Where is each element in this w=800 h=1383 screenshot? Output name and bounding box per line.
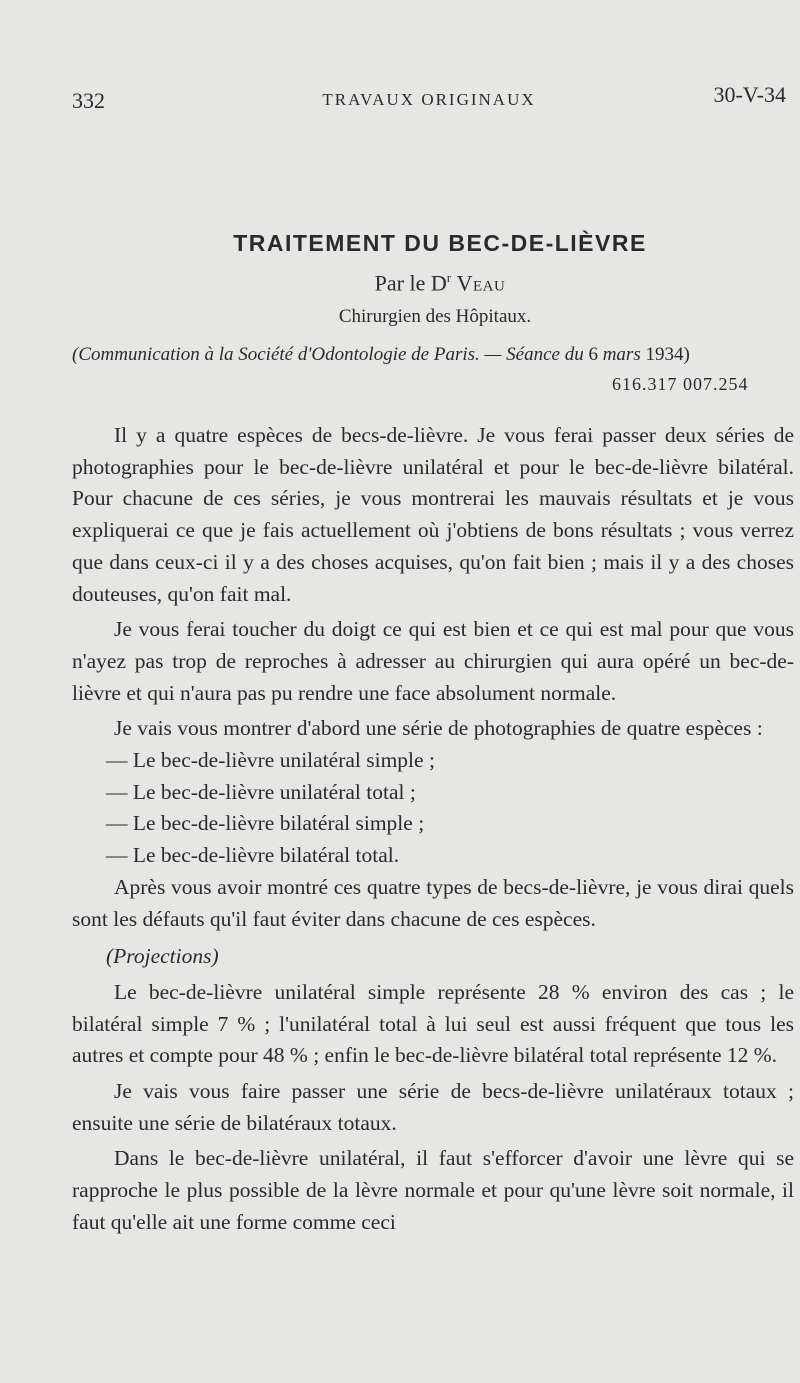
list-item: — Le bec-de-lièvre bilatéral total.	[72, 840, 794, 872]
list-item: — Le bec-de-lièvre unilatéral total ;	[72, 777, 794, 809]
author-name: Veau	[456, 270, 506, 296]
page-header	[72, 82, 786, 120]
running-head: TRAVAUX ORIGINAUX	[322, 90, 536, 109]
communication-note	[72, 344, 800, 366]
paragraph-statistics: Le bec-de-lièvre unilatéral simple représente 28 % environ des cas ; le bilatéral simple 7 % ; l'unilatéral total à lui seul est aussi fréquent que tous les autres et compte pour 48 % ; enfin le bec-de-lièvre bilatéral total représente 12 %.	[72, 979, 794, 1068]
communication-text: (Communication à la Société d'Odontologie de Paris. — Séance du	[72, 344, 584, 365]
list-item: — Le bec-de-lièvre unilatéral simple ;	[72, 745, 794, 777]
paragraph-series: Je vais vous faire passer une série de becs-de-lièvre unilatéraux totaux ; ensuite une série de bilatéraux totaux.	[72, 1079, 794, 1135]
page-number: 332	[72, 88, 105, 113]
paragraph-photographies: Je vais vous montrer d'abord une série de photographies de quatre espèces :	[114, 716, 763, 741]
list-item: — Le bec-de-lièvre bilatéral simple ;	[72, 808, 794, 840]
author-affiliation: Chirurgien des Hôpitaux.	[338, 306, 532, 327]
projections-note: (Projections)	[106, 944, 219, 969]
issue-date: 30-V-34	[713, 82, 786, 107]
paragraph-reproches: Je vous ferai toucher du doigt ce qui est bien et ce qui est mal pour que vous n'ayez pas trop de reproches à adresser au chirurgien qui aura opéré un bec-de-lièvre et qui n'aura pas pu rendre une face absolument normale.	[72, 617, 794, 705]
byline-prefix: Par le D	[374, 270, 447, 296]
communication-day: 6	[588, 344, 598, 365]
communication-year: 1934)	[645, 344, 690, 365]
article-title: TRAITEMENT DU BEC-DE-LIÈVRE	[233, 230, 647, 256]
article-body	[72, 420, 794, 1239]
byline-sup: r	[446, 270, 452, 285]
author-line	[0, 270, 800, 296]
paragraph-intro: Il y a quatre espèces de becs-de-lièvre. Je vous ferai passer deux séries de photographies pour le bec-de-lièvre unilatéral et pour le bec-de-lièvre bilatéral. Pour chacune de ces séries, je vous montrerai les mauvais résultats et je vous expliquerai ce que je fais actuellement où j'obtiens de bons résultats ; vous verrez que dans ceux-ci il y a des choses acquises, qu'on fait bien ; mais il y a des choses douteuses, qu'on fait mal.	[72, 423, 794, 606]
classification-number: 616.317 007.254	[612, 374, 749, 394]
paragraph-defauts: Après vous avoir montré ces quatre types de becs-de-lièvre, je vous dirai quels sont les défauts qu'il faut éviter dans chacune de ces espèces.	[72, 874, 794, 931]
communication-month: mars	[602, 344, 641, 365]
paragraph-levre: Dans le bec-de-lièvre unilatéral, il faut s'efforcer d'avoir une lèvre qui se rapproche le plus possible de la lèvre normale et pour qu'une lèvre soit normale, il faut qu'elle ait une forme comme ceci	[72, 1146, 794, 1234]
